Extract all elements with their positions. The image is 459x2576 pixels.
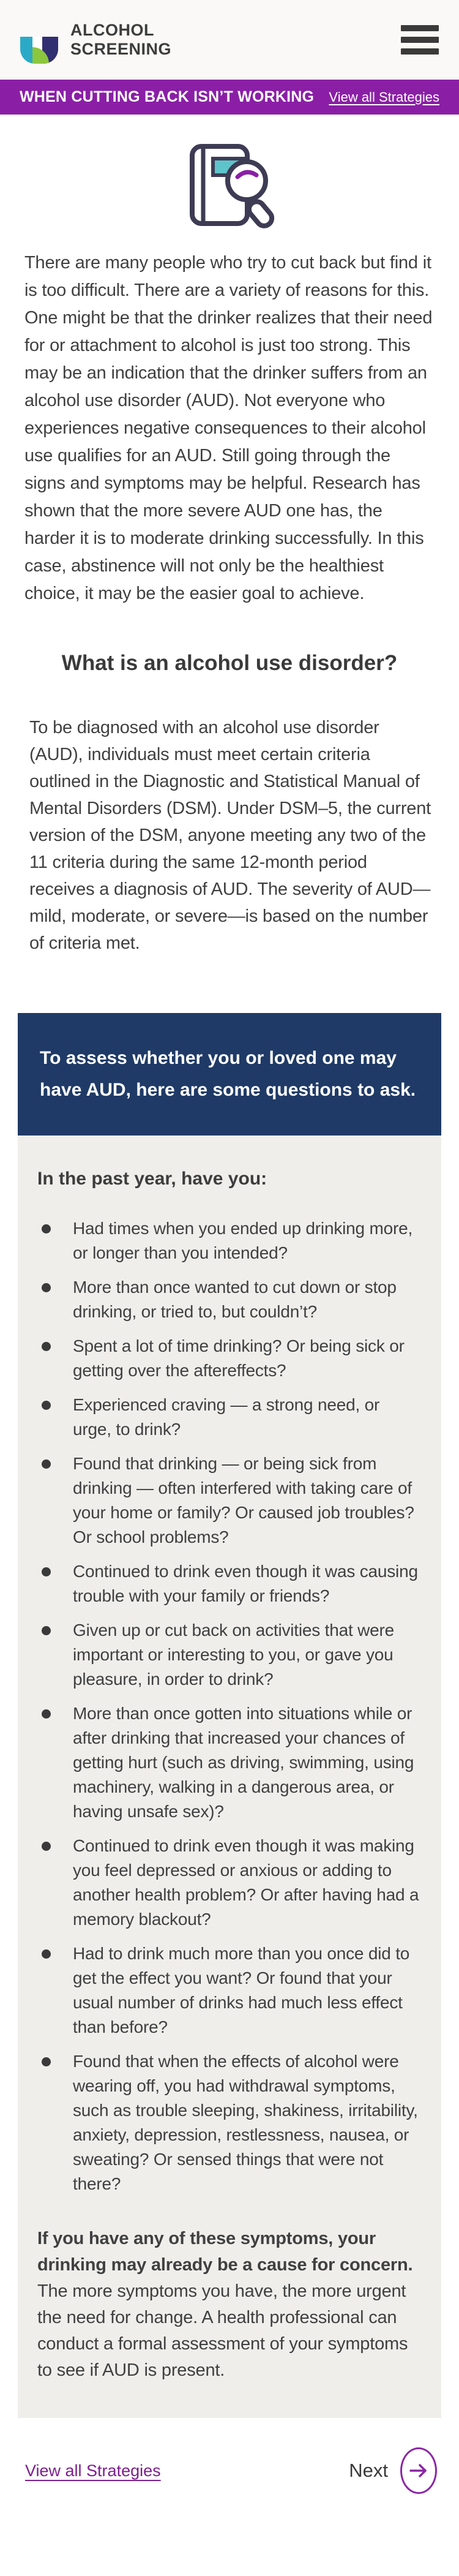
hamburger-menu-icon[interactable] — [401, 24, 439, 56]
question-list-item — [37, 1941, 419, 2039]
question-list-item — [37, 1834, 419, 1932]
dot-icon — [42, 1401, 51, 1410]
arrow-right-circle-icon — [400, 2447, 437, 2494]
topic-bar — [0, 80, 459, 115]
question-list-item — [37, 1334, 419, 1383]
question-text: More than once wanted to cut down or stop drinking, or tried to, but couldn’t? — [73, 1278, 397, 1321]
dot-icon — [42, 1283, 51, 1292]
section-heading: What is an alcohol use disorder? — [61, 651, 398, 675]
question-list-item — [37, 2049, 419, 2196]
dot-icon — [42, 1949, 51, 1959]
dot-icon — [42, 1709, 51, 1719]
intro-paragraph: There are many people who try to cut back but find it is too difficult. There are a variety of reasons for this. One might be that the drinker realizes that their need for or attachment to alcohol is just too strong. This may be an indication that the drinker suffers from an alcohol use disorder (AUD). Not everyone who experiences negative consequences to their alcohol use qualifies for an AUD. Still going through the signs and symptoms may be helpful. Research has shown that the more severe AUD one has, the harder it is to moderate drinking successfully. In this case, abstinence will not only be the healthiest choice, it may be the easier goal to achieve. — [24, 253, 433, 603]
page-footer — [0, 2418, 459, 2527]
conclusion-paragraph — [37, 2226, 419, 2384]
questions-heading: In the past year, have you: — [37, 1169, 267, 1189]
question-text: Had to drink much more than you once did to get the effect you want? Or found that your usual number of drinks had much less effect than before? — [73, 1944, 410, 2036]
conclusion-bold-text: If you have any of these symptoms, your drinking may already be a cause for concern. — [37, 2229, 413, 2275]
brand-name: ALCOHOL SCREENING — [70, 21, 172, 58]
question-text: Continued to drink even though it was causing trouble with your family or friends? — [73, 1562, 418, 1605]
dot-icon — [42, 1626, 51, 1635]
question-text: Found that when the effects of alcohol were wearing off, you had withdrawal symptoms, such as trouble sleeping, shakiness, irritability, anxiety, depression, restlessness, nausea, or sweating? Or sensed things that were not there? — [73, 2052, 418, 2193]
book-magnifier-icon — [177, 141, 282, 239]
question-text: Experienced craving — a strong need, or urge, to drink? — [73, 1395, 380, 1439]
question-text: Found that drinking — or being sick from drinking — often interfered with taking care of your home or family? Or caused job troubles? Or school problems? — [73, 1454, 414, 1546]
question-list-item — [37, 1216, 419, 1265]
site-header — [0, 0, 459, 80]
question-list-item — [37, 1452, 419, 1550]
questions-box — [18, 1135, 441, 2418]
next-label: Next — [349, 2460, 388, 2481]
conclusion-rest-text: The more symptoms you have, the more urgent the need for change. A health professional can conduct a formal assessment of your symptoms to see if AUD is present. — [37, 2281, 408, 2380]
topic-view-all-link[interactable]: View all Strategies — [329, 89, 439, 105]
question-text: More than once gotten into situations while or after drinking that increased your chances of getting hurt (such as driving, swimming, using machinery, walking in a dangerous area, or having unsafe sex)? — [73, 1704, 414, 1821]
dot-icon — [42, 1459, 51, 1469]
topic-title: WHEN CUTTING BACK ISN’T WORKING — [20, 88, 315, 105]
dot-icon — [42, 1224, 51, 1233]
question-list-item — [37, 1559, 419, 1608]
dot-icon — [42, 1567, 51, 1576]
question-text: Continued to drink even though it was making you feel depressed or anxious or adding to another health problem? Or after having had a memory blackout? — [73, 1836, 419, 1929]
question-list-item — [37, 1618, 419, 1692]
questions-list — [37, 1216, 419, 2196]
question-list-item — [37, 1275, 419, 1324]
dot-icon — [42, 2057, 51, 2066]
assessment-callout: To assess whether you or loved one may have AUD, here are some questions to ask. — [18, 1013, 441, 1135]
dot-icon — [42, 1342, 51, 1351]
brand-logo[interactable] — [20, 16, 171, 64]
brand-logo-icon — [20, 16, 58, 64]
next-button[interactable] — [349, 2447, 437, 2494]
question-text: Had times when you ended up drinking more, or longer than you intended? — [73, 1219, 413, 1262]
question-list-item — [37, 1701, 419, 1824]
question-text: Spent a lot of time drinking? Or being sick or getting over the aftereffects? — [73, 1336, 405, 1380]
question-list-item — [37, 1393, 419, 1442]
question-text: Given up or cut back on activities that were important or interesting to you, or gave you pleasure, in order to drink? — [73, 1621, 395, 1689]
dot-icon — [42, 1842, 51, 1851]
view-all-strategies-link[interactable]: View all Strategies — [25, 2461, 161, 2480]
dsm-paragraph: To be diagnosed with an alcohol use disorder (AUD), individuals must meet certain criteria outlined in the Diagnostic and Statistical Manual of Mental Disorders (DSM). Under DSM–5, the current version of the DSM, anyone meeting any two of the 11 criteria during the same 12-month period receives a diagnosis of AUD. The severity of AUD—mild, moderate, or severe—is based on the number of criteria met. — [29, 718, 431, 953]
